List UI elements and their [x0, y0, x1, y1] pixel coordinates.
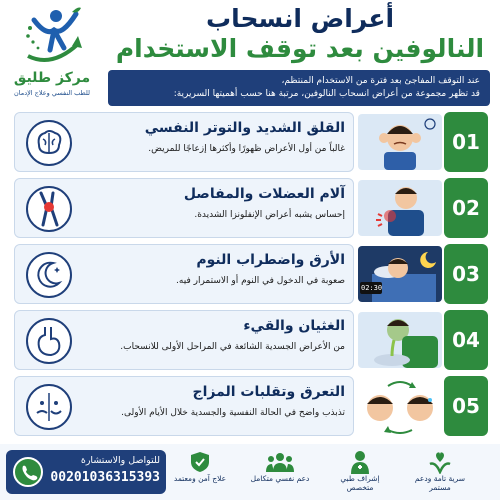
symptom-card-4	[14, 310, 488, 370]
phone-number[interactable]: 00201036315393	[50, 470, 160, 485]
heart-hands-icon	[428, 450, 452, 474]
symptom-desc: غالباً من أول الأعراض ظهورًا وأكثرها إزعاجًا للمريض.	[148, 144, 345, 154]
feature-safe-treatment	[170, 450, 230, 494]
page-title-line1: أعراض انسحاب	[205, 4, 395, 33]
brand-logo	[6, 6, 98, 98]
symptom-card-body	[14, 310, 354, 370]
mood-swings-illustration	[358, 378, 442, 434]
symptom-number: 02	[444, 178, 488, 238]
feature-psych-support	[250, 450, 310, 494]
contact-label: للتواصل والاستشارة	[80, 455, 160, 466]
feature-label: دعم نفسي متكامل	[250, 474, 310, 483]
symptom-desc: إحساس يشبه أعراض الإنفلونزا الشديدة.	[194, 210, 345, 220]
anxious-person-illustration	[358, 114, 442, 170]
feature-label: سرية تامة ودعم مستمر	[414, 474, 466, 492]
doctor-icon	[348, 450, 372, 474]
symptom-card-body	[14, 112, 354, 172]
group-icon	[266, 450, 294, 474]
symptom-card-2	[14, 178, 488, 238]
brain-icon	[25, 119, 73, 167]
symptom-title: آلام العضلات والمفاصل	[183, 186, 345, 202]
symptom-title: التعرق وتقلبات المزاج	[192, 384, 345, 400]
nausea-illustration	[358, 312, 442, 368]
whatsapp-icon[interactable]	[12, 456, 44, 488]
symptom-desc: صعوبة في الدخول في النوم أو الاستمرار فيه.	[176, 276, 345, 286]
symptom-title: الأرق واضطراب النوم	[196, 252, 345, 268]
stomach-icon	[25, 317, 73, 365]
insomnia-illustration	[358, 246, 442, 302]
symptom-number: 04	[444, 310, 488, 370]
symptom-title: الغثيان والقيء	[243, 318, 345, 334]
feature-label: علاج آمن ومعتمد	[173, 474, 227, 483]
contact-box[interactable]	[6, 450, 166, 494]
symptom-card-body	[14, 178, 354, 238]
feature-label: إشراف طبي متخصص	[340, 474, 380, 492]
footer-bar	[0, 444, 500, 500]
symptom-card-3	[14, 244, 488, 304]
symptom-desc: تذبذب واضح في الحالة النفسية والجسدية خلال الأيام الأولى.	[121, 408, 345, 418]
joint-icon	[25, 185, 73, 233]
brand-tagline: للطب النفسي وعلاج الإدمان	[13, 89, 91, 97]
logo-figure-icon	[24, 6, 82, 68]
symptom-number: 01	[444, 112, 488, 172]
mood-mask-icon	[25, 383, 73, 431]
intro-line1: عند التوقف المفاجئ بعد فترة من الاستخدام المنتظم،	[281, 76, 480, 86]
symptom-desc: من الأعراض الجسدية الشائعة في المراحل الأولى للانسحاب.	[120, 342, 345, 352]
page-title	[110, 4, 490, 64]
symptom-card-1	[14, 112, 488, 172]
intro-line2: قد تظهر مجموعة من أعراض انسحاب النالوفين، مرتبة هنا حسب أهميتها السريرية:	[173, 89, 480, 99]
clock-display: 02:30	[361, 284, 383, 292]
shield-check-icon	[188, 450, 212, 474]
feature-confidentiality	[410, 450, 470, 494]
symptom-number: 05	[444, 376, 488, 436]
brand-name: مركز طليق	[13, 70, 91, 86]
page-title-line2: النالوفين بعد توقف الاستخدام	[115, 34, 485, 63]
moon-icon	[25, 251, 73, 299]
intro-box	[108, 70, 490, 106]
muscle-pain-illustration	[358, 180, 442, 236]
symptom-card-body	[14, 244, 354, 304]
symptom-card-5	[14, 376, 488, 436]
feature-medical-supervision	[330, 450, 390, 494]
symptom-number: 03	[444, 244, 488, 304]
symptom-title: القلق الشديد والتوتر النفسي	[144, 120, 345, 136]
symptom-card-body	[14, 376, 354, 436]
